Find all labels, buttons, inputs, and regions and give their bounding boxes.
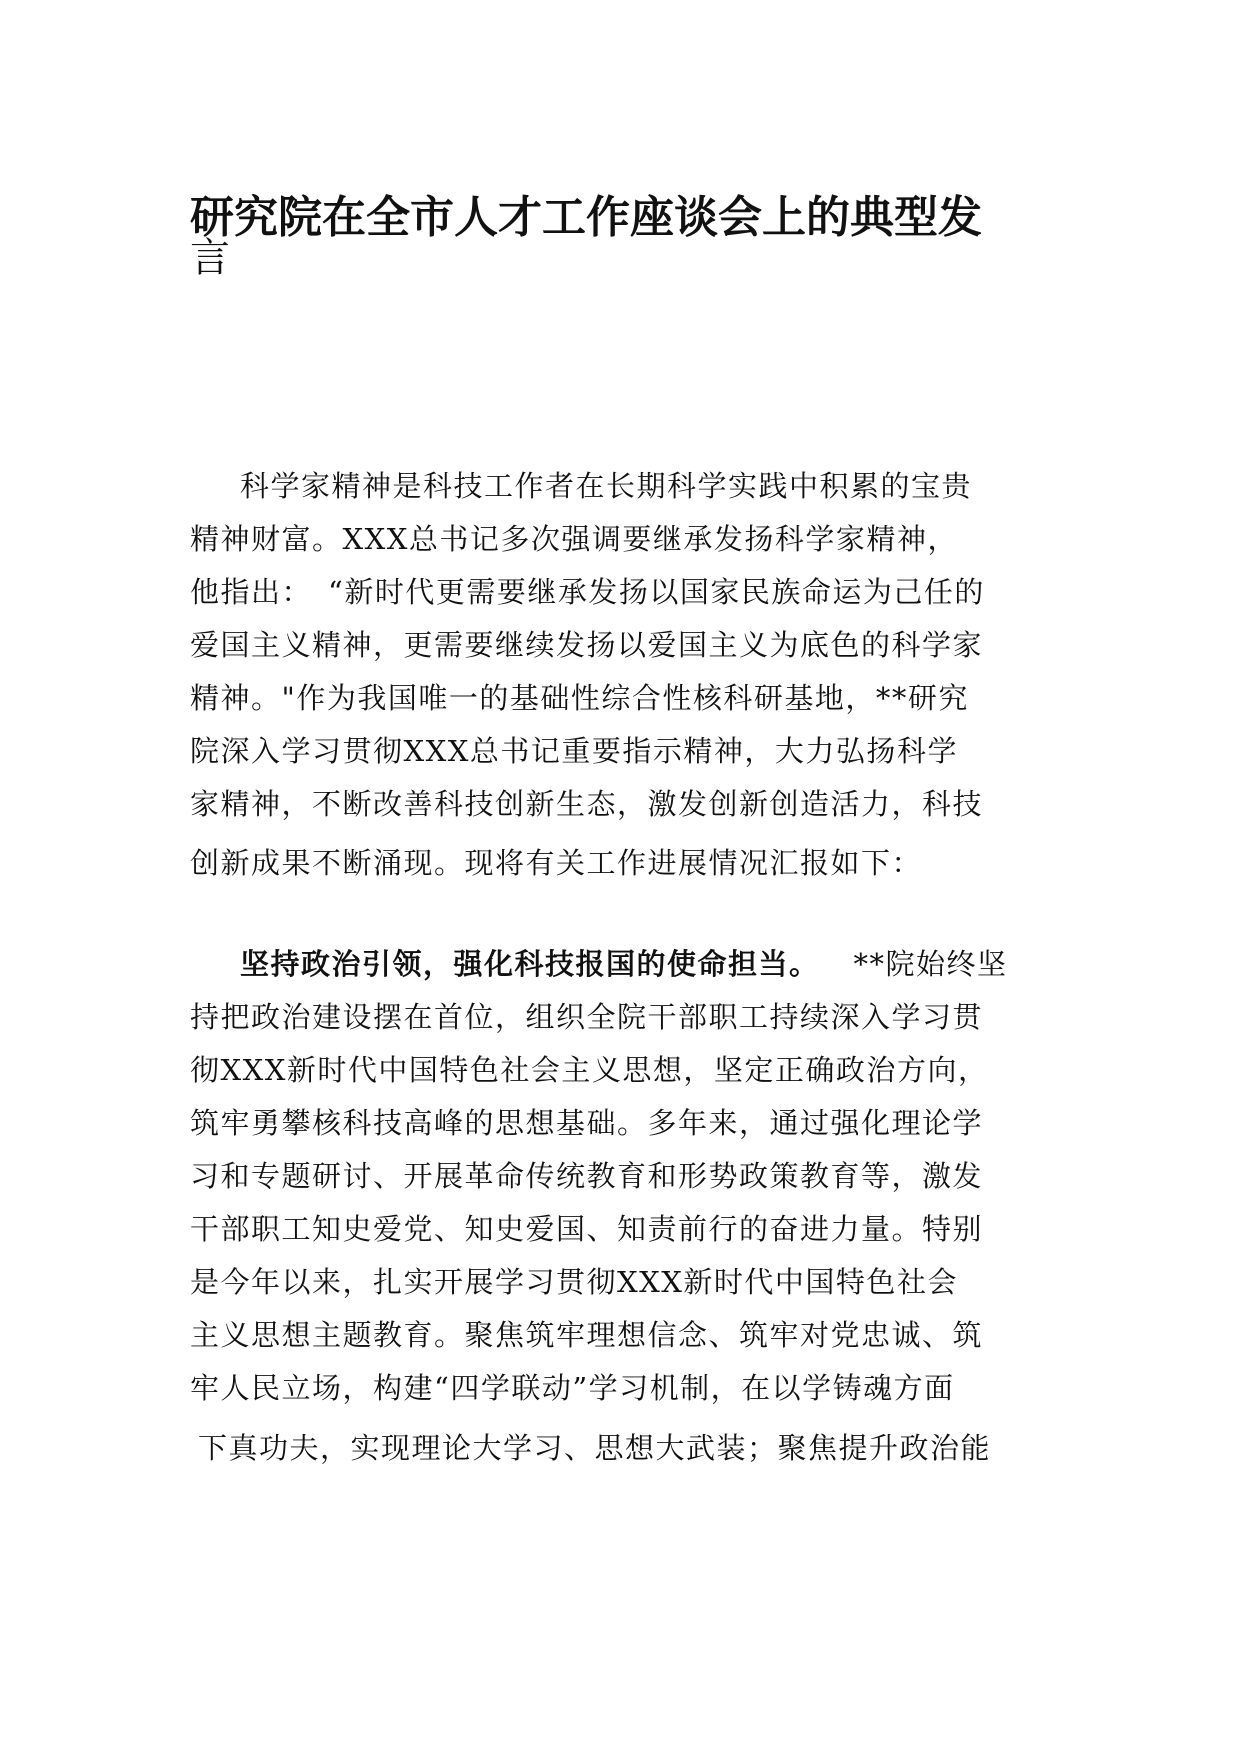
- paragraph-text: **院始终坚: [853, 947, 1008, 981]
- paragraph-line: 持把政治建设摆在首位，组织全院干部职工持续深入学习贯: [190, 1000, 984, 1034]
- paragraph-line: 是今年以来，扎实开展学习贯彻XXX新时代中国特色社会: [190, 1265, 958, 1299]
- paragraph-line: 他指出： “新时代更需要继承发扬以国家民族命运为己任的: [190, 575, 985, 609]
- paragraph-line: 筑牢勇攀核科技高峰的思想基础。多年来，通过强化理论学: [190, 1106, 984, 1140]
- document-title-continuation: 言: [190, 235, 230, 281]
- paragraph-line: 精神。"作为我国唯一的基础性综合性核科研基地，**研究: [190, 681, 969, 715]
- paragraph-line: 家精神，不断改善科技创新生态，激发创新创造活力，科技: [190, 787, 984, 821]
- paragraph-line: 下真功夫，实现理论大学习、思想大武装；聚焦提升政治能: [198, 1431, 992, 1465]
- paragraph-line: 院深入学习贯彻XXX总书记重要指示精神，大力弘扬科学: [190, 734, 958, 768]
- paragraph-line: 科学家精神是科技工作者在长期科学实践中积累的宝贵: [240, 469, 973, 503]
- paragraph-line: 干部职工知史爱党、知史爱国、知责前行的奋进力量。特别: [190, 1212, 984, 1246]
- paragraph-line: 精神财富。XXX总书记多次强调要继承发扬科学家精神，: [190, 522, 958, 556]
- paragraph-line: 主义思想主题教育。聚焦筑牢理想信念、筑牢对党忠诚、筑: [190, 1318, 984, 1352]
- section-heading: 坚持政治引领，强化科技报国的使命担当。: [240, 947, 820, 981]
- paragraph-line: 爱国主义精神，更需要继续发扬以爱国主义为底色的科学家: [190, 628, 984, 662]
- paragraph-line: 牢人民立场，构建“四学联动”学习机制，在以学铸魂方面: [190, 1371, 955, 1405]
- paragraph-line: 创新成果不断涌现。现将有关工作进展情况汇报如下：: [190, 846, 923, 880]
- document-title: 研究院在全市人才工作座谈会上的典型发: [190, 192, 982, 243]
- section-heading-line: [240, 944, 1120, 984]
- paragraph-line: 习和专题研讨、开展革命传统教育和形势政策教育等，激发: [190, 1159, 984, 1193]
- paragraph-line: 彻XXX新时代中国特色社会主义思想，坚定正确政治方向，: [190, 1053, 989, 1087]
